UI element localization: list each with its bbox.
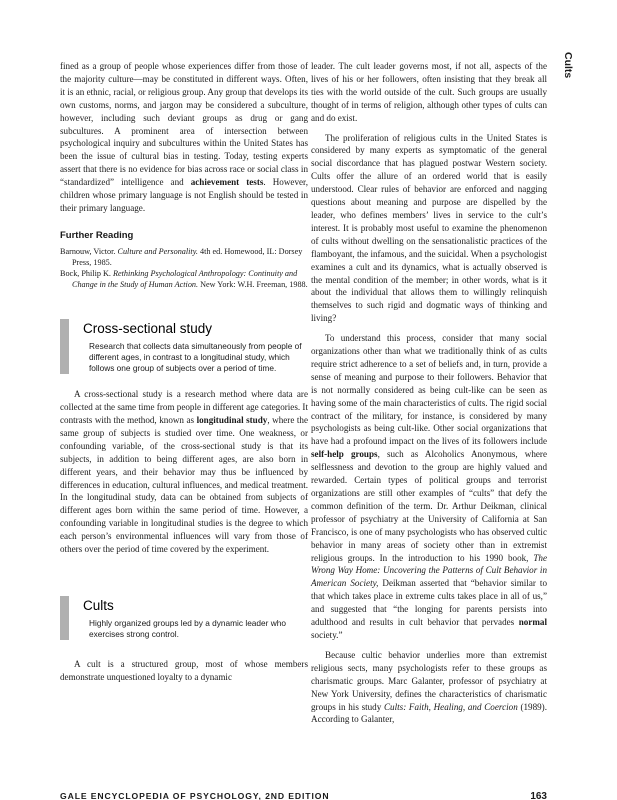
right-column bbox=[311, 60, 547, 726]
book-title: The Wrong Way Home: Uncovering the Patterns of Cult Behavior in American Society, bbox=[311, 552, 547, 589]
cults-intro-paragraph: A cult is a structured group, most of whose members demonstrate unquestioned loyalty to a dynamic bbox=[60, 659, 308, 683]
further-reading-heading: Further Reading bbox=[60, 229, 134, 241]
subculture-paragraph: fined as a group of people whose experiences differ from those of the majority culture—may be constituted in different ways. Often, it is an ethnic, racial, or religious group. Any group that develops its own customs, norms, and jargon may be considered a subculture, however, including such deviant groups as drug or gang subcultures. A prominent area of intersection between psychological inquiry and subcultures within the United States has been the issue of cultural bias in testing. Today, testing experts assert that there is no evidence for bias across race or social class in “standardized” intelligence and achievement tests. However, children whose primary language is not English should be tested in their primary language. bbox=[60, 61, 308, 213]
proliferation-paragraph: The proliferation of religious cults in the United States is considered by many experts as symptomatic of the general social discordance that has plagued postwar Western society. Cults offer the allure of an ordered world that is easily understood. Clear rules of behavior are enforced and nagging questions about meaning and purpose are dispelled by the leader, who defines members’ lives in service to the cult’s interest. It is probably most useful to examine the phenomenon of cults without dwelling on the sensationalistic practices of the flamboyant, the infamous, and the suicidal. When a psychologist examines a cult and its dynamics, what is actually observed is the mental condition of the member; in other words, what is it about the individual that allows them to willingly relinquish themselves to such rigid and dogmatic ways of thinking and living? bbox=[311, 132, 547, 324]
cross-sectional-paragraph: A cross-sectional study is a research method where data are collected at the same time from people in different age categories. It contrasts with the method, known as longitudinal study, where the same group of subjects is studied over time. One weakness, or confounding variable, of the cross-sectional study is that its subjects, in addition to being different ages, are also born in different years, and their behavior may thus be influenced by differences in education, cultural influences, and medical treatment. In the longitudinal study, data can be obtained from subjects of different ages born within the same period of time. However, a confounding variable in longitudinal studies is the degree to which each person’s environmental influences will vary from those of others over the period of time covered by the experiment. bbox=[60, 389, 308, 555]
entry-title: Cults bbox=[83, 597, 114, 613]
normal-term: normal bbox=[518, 617, 547, 628]
left-column bbox=[60, 60, 308, 684]
cross-sectional-study-sidebar bbox=[60, 319, 308, 375]
longitudinal-study-term: longitudinal study bbox=[196, 415, 268, 426]
reference-item: Barnouw, Victor. Culture and Personality. 4th ed. Homewood, IL: Dorsey Press, 1985. bbox=[60, 246, 303, 267]
charismatic-groups-paragraph: Because cultic behavior underlies more than extremist religious sects, many psychologists refer to these groups as charismatic groups. Marc Galanter, professor of psychiatry at New York University, defines the characteristics of charismatic groups in his study Cults: Faith, Healing, and Coercion (1989). According to Galanter, bbox=[311, 649, 547, 725]
page-footer bbox=[60, 791, 547, 800]
running-head: Cults bbox=[562, 52, 574, 79]
book-title: Cults: Faith, Healing, and Coercion bbox=[383, 701, 518, 712]
social-organizations-paragraph: To understand this process, consider that many social organizations other than what we traditionally think of as cults require strict adherence to a set of beliefs and, in turn, provide a sense of meaning and purpose to their followers. Behavior that is not normally considered as being cult-like can be seen as having some of the main characteristics of cults. The rigid social contract of the military, for instance, is considered by many psychologists as being cult-like. Other social organizations that have had a profound impact on the lives of its followers include self-help groups, such as Alcoholics Anonymous, where selflessness and devotion to the group are highly valued and rewarded. Certain types of political groups and terrorist organizations are still other examples of “cults” that defy the common definition of the term. Dr. Arthur Deikman, clinical professor of psychiatry at the University of California at San Francisco, is one of many psychologists who has observed cultic behavior in many areas of society other than in extremist religious groups. In the introduction to his 1990 book, The Wrong Way Home: Uncovering the Patterns of Cult Behavior in American Society, Deikman asserted that “behavior similar to that which takes place in extreme cults takes place in all of us,” and suggested that “the longing for parents persists into adulthood and results in cult behavior that pervades normal society.” bbox=[311, 333, 547, 640]
achievement-tests-term: achievement tests bbox=[190, 177, 264, 188]
book-title-footer: GALE ENCYCLOPEDIA OF PSYCHOLOGY, 2ND EDITION bbox=[60, 791, 330, 800]
running-head-tab bbox=[560, 52, 576, 84]
entry-title: Cross-sectional study bbox=[83, 320, 213, 336]
reference-item: Bock, Philip K. Rethinking Psychological Anthropology: Continuity and Change in the Study of Human Action. New York: W.H. Freeman, 1988. bbox=[60, 269, 308, 290]
cults-sidebar bbox=[60, 596, 308, 640]
entry-definition: Research that collects data simultaneously from people of different ages, in contrast to a longitudinal study, which follows one group of subjects over a period of time. bbox=[89, 340, 302, 373]
page-number: 163 bbox=[530, 791, 547, 800]
cult-leader-paragraph: leader. The cult leader governs most, if not all, aspects of the lives of his or her followers, often insisting that they break all ties with the world outside of the cult. Such groups are usually thought of in terms of religion, although other types of cults can and do exist. bbox=[311, 61, 547, 123]
self-help-groups-term: self-help groups bbox=[311, 449, 378, 460]
entry-definition: Highly organized groups led by a dynamic leader who exercises strong control. bbox=[89, 617, 286, 640]
